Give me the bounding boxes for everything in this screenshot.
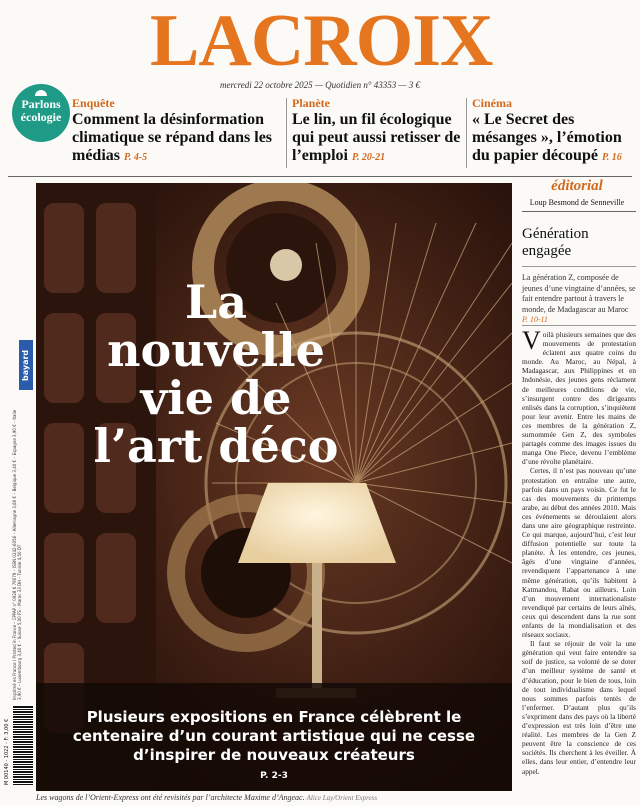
teaser-planete[interactable] <box>292 96 462 167</box>
photo-credit: Alice Lay/Orient Express <box>306 794 378 802</box>
cover-photo[interactable] <box>36 183 512 791</box>
editorial-body <box>522 326 636 776</box>
editorial-divider <box>522 266 636 267</box>
column-divider <box>466 98 467 168</box>
editorial-paragraph: Certes, il n’est pas nouveau qu’une protestation en entraîne une autre, parfois dans un pays voisin. Ce fut le cas des mouvements du printemps arabe, au début des années 2010. Mais ces événements se déroulaient alors dans une aire géographique restreinte. Ce qui marque, aujourd’hui, c’est leur diffusion potentielle sur toute la planète. À les entendre, ces jeunes, âgés d’une vingtaine d’années, revendiquent l’appartenance à une même génération, qu’ils habitent à Katmandou, Rabat ou ailleurs. Loin d’un mouvement internationaliste revendiqué par certains de leurs aînés, ceux qui descendent dans la rue sont enfants de la mondialisation et des réseaux sociaux. <box>522 466 636 640</box>
caption-text: Les wagons de l’Orient-Express ont été revisités par l’architecte Maxime d’Angeac. <box>36 793 305 802</box>
teaser-enquete[interactable] <box>72 96 282 167</box>
barcode-number: M 00140 - 1022 - F: 3,00 € <box>4 718 10 785</box>
teaser-cinema[interactable] <box>472 96 637 167</box>
editorial-author: Loup Besmond de Senneville <box>529 198 625 207</box>
cover-page-ref: P. 2-3 <box>260 771 288 781</box>
column-divider <box>286 98 287 168</box>
badge-line1: Parlons <box>21 97 61 111</box>
editorial-kicker: éditorial <box>551 178 603 194</box>
cover-title-line: vie de <box>140 371 292 425</box>
editorial-paragraph: oilà plusieurs semaines que des mouvements de protestation éclatent aux quatre coins du monde. Au Maroc, au Népal, à Madagascar, aux Philippines et en Indonésie, des jeunes gens réclament de meilleures conditions de vie, s’insurgent contre des dirigeants enlisés dans la corruption, s’inquiètent pour leur avenir. Entre les mains de ces membres de la génération Z, surnommée Gen Z, des symboles partagés comme des images issues du manga One Piece, devenu l’emblème d’une révolte planétaire. <box>522 330 636 467</box>
masthead <box>0 0 640 80</box>
teaser-row <box>0 96 640 172</box>
art-deco-photo-illustration <box>36 183 512 791</box>
editorial-title[interactable]: Génération engagée <box>522 226 589 259</box>
editorial-lead-page: P. 10-11 <box>522 315 548 324</box>
teaser-page: P. 16 <box>601 152 622 163</box>
teaser-headline: « Le Secret des mésanges », l’émotion du papier découpé <box>472 111 622 164</box>
teaser-headline: Comment la désinformation climatique se répand dans les médias <box>72 111 273 164</box>
legal-notice: Imprimé en France / Printed in France – CPPAP n° 0928 K 79079 – ISSN 0242-6056 – Allemagne 3,80 € – Belgique 3,40 € – Espagne 3,90 € – Italie 3,90 € – Luxembourg 3,40 € – Suisse 5,00 FS – Maroc 33 DH – Tunisie 4,50 DT <box>12 409 22 700</box>
teaser-page: P. 4-5 <box>124 152 148 163</box>
barcode <box>13 705 33 785</box>
photo-caption <box>36 793 512 802</box>
logo-croix: CROIX <box>250 0 493 82</box>
dateline: mercredi 22 octobre 2025 — Quotidien n° 43353 — 3 € <box>219 80 421 90</box>
editorial-column <box>518 178 636 806</box>
la-croix-logo[interactable] <box>150 0 493 82</box>
bayard-logo: bayard <box>19 340 33 390</box>
sun-icon <box>34 86 48 96</box>
cover-title-line: l’art déco <box>93 419 339 473</box>
teaser-headline: Le lin, un fil écologique qui peut aussi retisser de l’emploi <box>292 111 461 164</box>
section-divider <box>8 176 632 177</box>
cover-subhead: Plusieurs expositions en France célèbrent le centenaire d’un courant artistique qui ne cesse d’inspirer de nouveaux créateurs <box>72 708 476 764</box>
badge-line2: écologie <box>20 110 62 124</box>
cover-title-line: La <box>184 275 248 329</box>
teaser-page: P. 20-21 <box>352 152 386 163</box>
teaser-kicker: Enquête <box>72 96 115 110</box>
cover-title <box>86 275 346 473</box>
editorial-dropcap: V <box>522 326 541 355</box>
cover-title-line: nouvelle <box>107 323 325 377</box>
editorial-paragraph: Il faut se réjouir de voir la une génération qui veut faire entendre sa soif de justice, sa volonté de se doter d’un meilleur système de santé et d’éducation, pour le bien de tous, loin de tout individualisme dans lequel nous sommes parfois tentés de l’enfermer. D’autant plus qu’ils s’expriment dans des pays où la liberté d’expression est très loin d’être une réalité. Les membres de la Gen Z peuvent être la conscience de ces sociétés. Ils cherchent à les éveiller. À elles, dans leur entier, d’entendre leur appel. <box>522 639 636 776</box>
teaser-kicker: Cinéma <box>472 96 512 110</box>
editorial-lead-text: La génération Z, composée de jeunes d’une vingtaine d’années, se fait entendre partout à travers le monde, de Madagascar au Maroc <box>522 273 636 314</box>
editorial-divider <box>522 211 636 212</box>
logo-la: LA <box>150 0 251 82</box>
teaser-kicker: Planète <box>292 96 330 110</box>
editorial-lead <box>522 273 636 326</box>
